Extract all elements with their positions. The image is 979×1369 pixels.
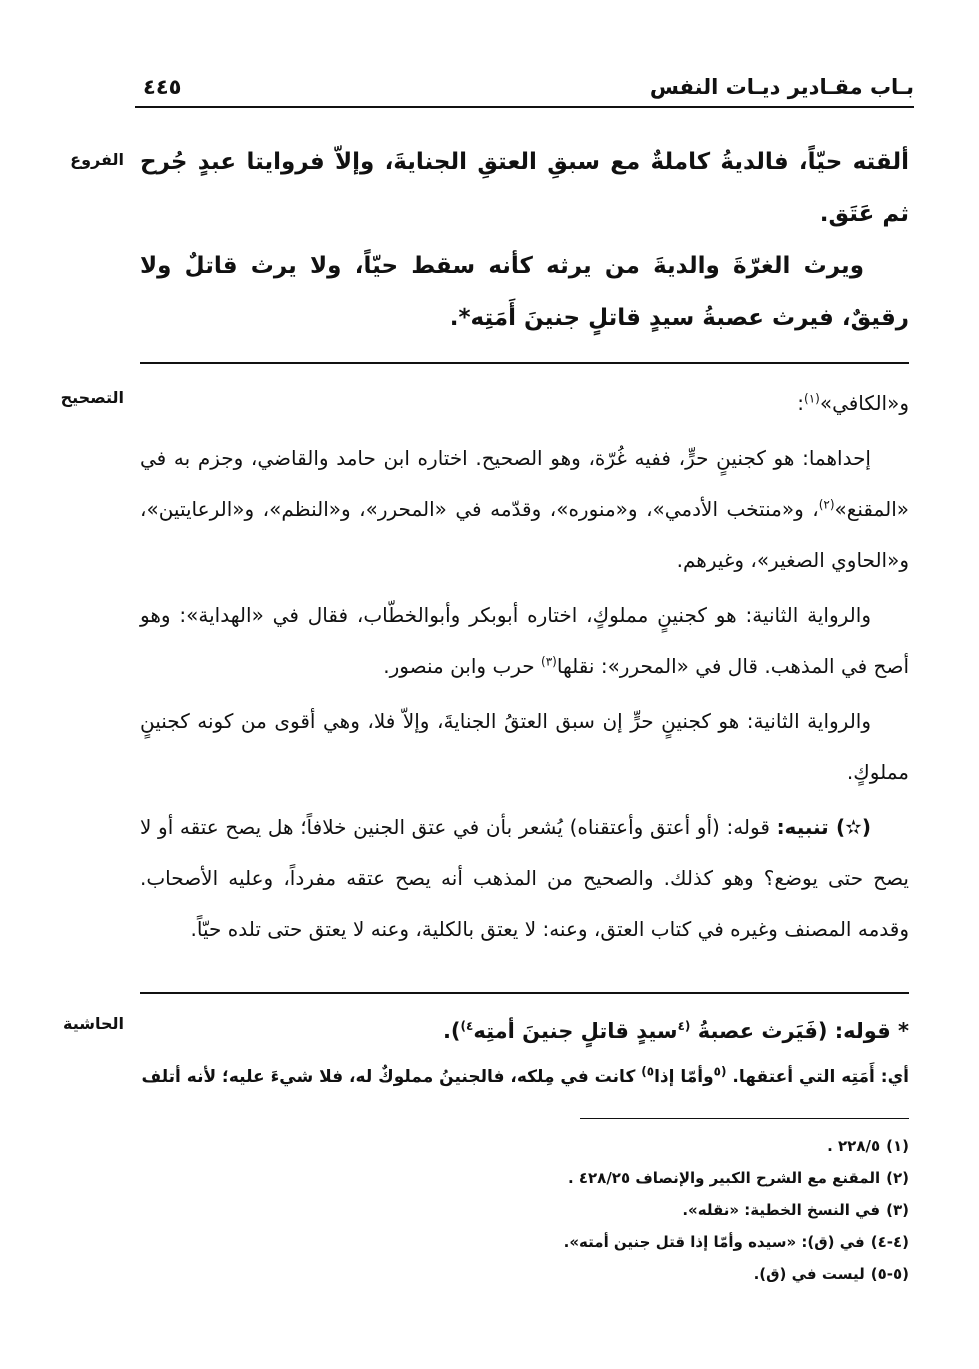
footnote: [140, 1162, 909, 1194]
footnote: [140, 1194, 909, 1226]
footnote-text: ليست في (ق).: [753, 1265, 865, 1283]
footnote-ref: (٤: [677, 1019, 691, 1033]
tashih-paragraph: والرواية الثانية: هو كجنينٍ حرٍّ إن سبق العتقُ الجنايةَ، وإلاّ فلا، وهي أقوى من كونه كجنينٍ مملوكٍ.: [140, 709, 909, 784]
text-run: كانت في مِلكه، فالجنينُ مملوكٌ له، فلا شيءَ عليه؛ لأنه أتلف: [141, 1067, 642, 1087]
header-rule: [135, 106, 914, 108]
page-number: ٤٤٥: [143, 75, 182, 99]
text-run: والرواية الثانية: هو كجنينٍ مملوكٍ، اختاره أبوبكر وأبوالخطّاب، فقال في «الهداية»: وهو أصح في المذهب. قال في «المحرر»: نقلها: [140, 603, 909, 678]
footnote-text: ٢٢٨/٥ .: [827, 1137, 881, 1155]
footnote-number: (٤-٤): [870, 1233, 909, 1251]
footnote-number: (٣): [886, 1201, 909, 1219]
section-rule: [140, 992, 909, 994]
text-run: وأمّا إذا: [654, 1067, 714, 1087]
text-run: إحداهما: هو كجنينٍ حرٍّ، ففيه غُرّة، وهو الصحيح. اختاره ابن حامد والقاضي، وجزم به في «المقنع»: [140, 446, 909, 521]
footnote-ref: ٥): [641, 1064, 655, 1079]
hashiya-gloss: [140, 1054, 909, 1100]
matn-paragraph: ألقته حيّاً، فالديةُ كاملةٌ مع سبقِ العتقِ الجنايةَ، وإلاّ فروايتا عبدٍ جُرح ثم عَتَق.: [140, 149, 909, 227]
tashih-paragraph: [140, 590, 909, 692]
margin-label-tashih: التصحيح: [60, 388, 124, 407]
margin-label-hashiya: الحاشية: [63, 1014, 124, 1033]
tashih-intro-tail: :: [797, 391, 805, 415]
footnote-rule: [580, 1118, 909, 1119]
tashih-paragraph: [140, 433, 909, 586]
tashih-section: [140, 378, 909, 959]
text-run: * قوله: (فَيَرث عصبةُ: [690, 1019, 909, 1043]
margin-label-furu: الفروع: [70, 150, 124, 169]
tanbih-paragraph: [140, 802, 909, 955]
footnote-ref: (٣): [541, 654, 557, 669]
tanbih-label: (✫) تنبيه:: [776, 815, 871, 839]
footnote-text: في النسخ الخطية: «نقله».: [682, 1201, 881, 1219]
tashih-intro: [140, 378, 909, 429]
footnote: [140, 1130, 909, 1162]
text-run: أي: أَمَتِه التي أعتقها.: [726, 1067, 909, 1087]
footnote-number: (١): [886, 1137, 909, 1155]
section-rule: [140, 362, 909, 364]
text-run: ).: [442, 1019, 461, 1043]
text-run: حرب وابن منصور.: [383, 654, 542, 678]
footnote-text: في (ق): «سيده وأمّا إذا قتل جنين أمته».: [563, 1233, 865, 1251]
tashih-intro-text: و«الكافي»: [819, 391, 909, 415]
text-run: ، و«منتخب الأدمي»، و«منوره»، وقدّمه في «المحرر»، و«النظم»، و«الرعايتين»، و«الحاوي الصغير»، وغيرهم.: [140, 497, 909, 572]
hashiya-lemma: [140, 1008, 909, 1054]
footnote-ref: ٤): [460, 1019, 474, 1033]
footnote-ref: (٥: [713, 1064, 727, 1079]
footnote: [140, 1226, 909, 1258]
footnote-number: (٥-٥): [870, 1265, 909, 1283]
running-title: بـاب مقـادير ديـات النفس: [649, 75, 914, 99]
footnote: [140, 1258, 909, 1290]
footnote-ref: (١): [804, 391, 820, 406]
footnote-number: (٢): [886, 1169, 909, 1187]
text-run: قوله: (أو أعتق وأعتقناه) يُشعر بأن في عتق الجنين خلافاً؛ هل يصح عتقه أو لا يصح حتى يوضع؟ وهو كذلك. والصحيح من المذهب أنه يصح عتقه مفرداً، وعليه الأصحاب. وقدمه المصنف وغيره في كتاب العتق، وعنه: لا يعتق بالكلية، وعنه لا يعتق حتى تلده حيّاً.: [140, 815, 909, 941]
footnotes: [140, 1130, 909, 1290]
page-header: [135, 72, 914, 106]
matn-section: [140, 136, 909, 344]
matn-paragraph: ويرث الغرّةَ والديةَ من يرثه كأنه سقط حيّاً، ولا يرث قاتلٌ ولا رقيقٌ، فيرث عصبةُ سيدٍ قاتلٍ جنينَ أَمَتِه*.: [140, 253, 909, 331]
footnote-text: المقنع مع الشرح الكبير والإنصاف ٤٢٨/٢٥ .: [567, 1169, 881, 1187]
text-run: سيدٍ قاتلٍ جنينَ أمتِه: [473, 1019, 678, 1043]
footnote-ref: (٢): [818, 497, 835, 512]
hashiya-section: [140, 1008, 909, 1100]
